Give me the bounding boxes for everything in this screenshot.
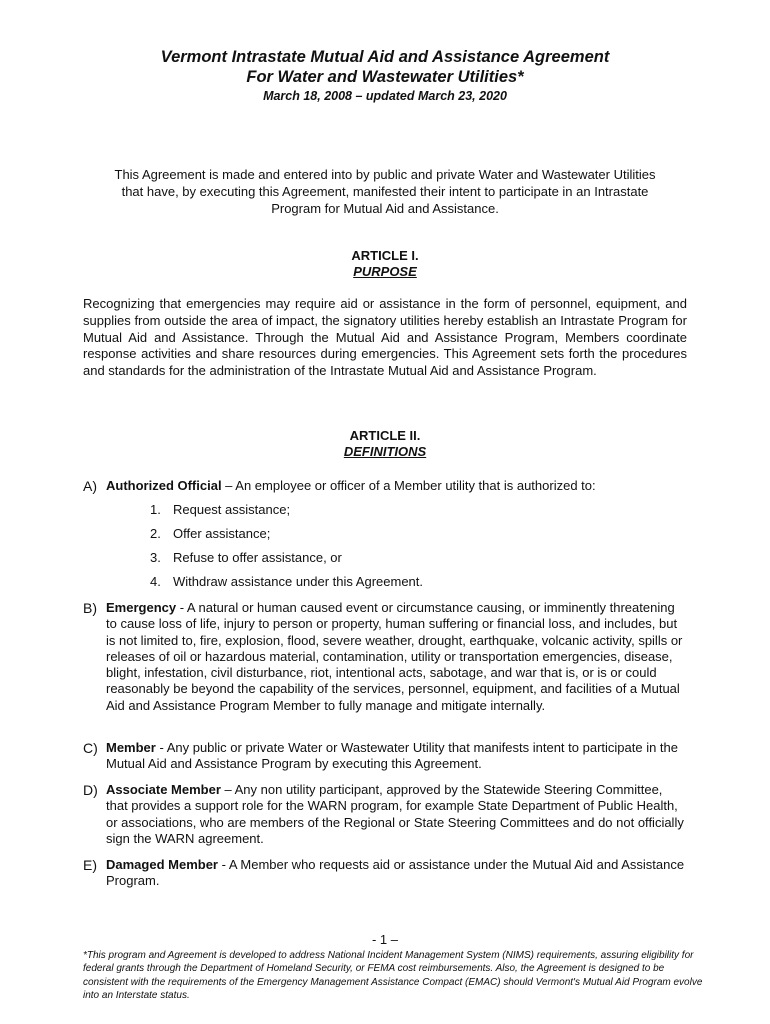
list-item: 2. Offer assistance; [150, 526, 271, 541]
definition-term: Damaged Member [106, 857, 218, 872]
authorized-official-list [150, 502, 423, 598]
definition-text: - A Member who requests aid or assistance under the Mutual Aid and Assistance Program. [106, 857, 685, 889]
definition-letter: B) [83, 600, 97, 616]
intro-paragraph: This Agreement is made and entered into by public and private Water and Wastewater Utilities that have, by executing this Agreement, manifested their intent to participate in an Intrastate Program for Mutual Aid and Assistance. [114, 167, 656, 216]
page-number: - 1 – [371, 932, 398, 947]
definition-a [83, 478, 687, 494]
definition-term: Member [106, 740, 156, 755]
definition-d [83, 782, 687, 847]
list-item: 1. Request assistance; [150, 502, 291, 517]
article-2-heading [0, 428, 770, 460]
article-1-number: ARTICLE I. [351, 248, 419, 263]
definition-term: Authorized Official [106, 478, 222, 493]
definition-letter: D) [83, 782, 98, 798]
list-item: 3. Refuse to offer assistance, or [150, 550, 342, 565]
document-date: March 18, 2008 – updated March 23, 2020 [263, 89, 507, 103]
article-1-heading [0, 248, 770, 280]
definition-term: Associate Member [106, 782, 221, 797]
document-subtitle: For Water and Wastewater Utilities* [246, 68, 524, 86]
footnote: *This program and Agreement is developed to address National Incident Management System (NIMS) requirements, assuring eligibility for federal grants through the Department of Homeland Security, or FEMA cost reimbursements. Also, the Agreement is designed to be consistent with the requirements of the Emergency Management Assistance Compact (EMAC) should Vermont's Mutual Aid Program evolve into an Interstate status. [83, 950, 703, 1001]
definition-text: – Any non utility participant, approved by the Statewide Steering Committee, that provides a support role for the WARN program, for example State Department of Public Health, or associations, who are members of the Regional or State Steering Committees and do not officially sign the WARN agreement. [106, 782, 684, 846]
definition-letter: E) [83, 857, 97, 873]
purpose-paragraph: Recognizing that emergencies may require aid or assistance in the form of personnel, equipment, and supplies from outside the area of impact, the signatory utilities hereby establish an Intrastate Program for Mutual Aid and Assistance. Through the Mutual Aid and Assistance Program, Members coordinate response activities and share resources during emergencies. This Agreement sets forth the procedures and standards for the administration of the Intrastate Mutual Aid and Assistance Program. [83, 296, 687, 379]
article-2-number: ARTICLE II. [349, 428, 421, 443]
article-1-title: PURPOSE [353, 264, 417, 279]
definition-letter: C) [83, 740, 98, 756]
definition-text: - Any public or private Water or Wastewater Utility that manifests intent to participate in the Mutual Aid and Assistance Program by executing this Agreement. [106, 740, 679, 772]
definition-e [83, 857, 687, 890]
document-title: Vermont Intrastate Mutual Aid and Assistance Agreement [160, 48, 610, 66]
definition-letter: A) [83, 478, 97, 494]
definition-text: – An employee or officer of a Member utility that is authorized to: [221, 478, 596, 493]
definition-b [83, 600, 687, 714]
definition-term: Emergency [106, 600, 177, 615]
definition-c [83, 740, 687, 773]
list-item: 4. Withdraw assistance under this Agreement. [150, 574, 424, 589]
article-2-title: DEFINITIONS [343, 444, 427, 459]
definition-text: - A natural or human caused event or circumstance causing, or imminently threatening to cause loss of life, injury to person or property, human suffering or financial loss, and includes, but is not limited to, fire, explosion, flood, severe weather, drought, earthquake, volcanic activity, spills or releases of oil or hazardous material, contamination, utility or transportation emergencies, disease, blight, infestation, civil disturbance, riot, intentional acts, sabotage, and war that is, or is or could reasonably be beyond the capability of the services, personnel, equipment, and facilities of a Mutual Aid and Assistance Program Member to fully manage and mitigate internally. [106, 600, 683, 713]
